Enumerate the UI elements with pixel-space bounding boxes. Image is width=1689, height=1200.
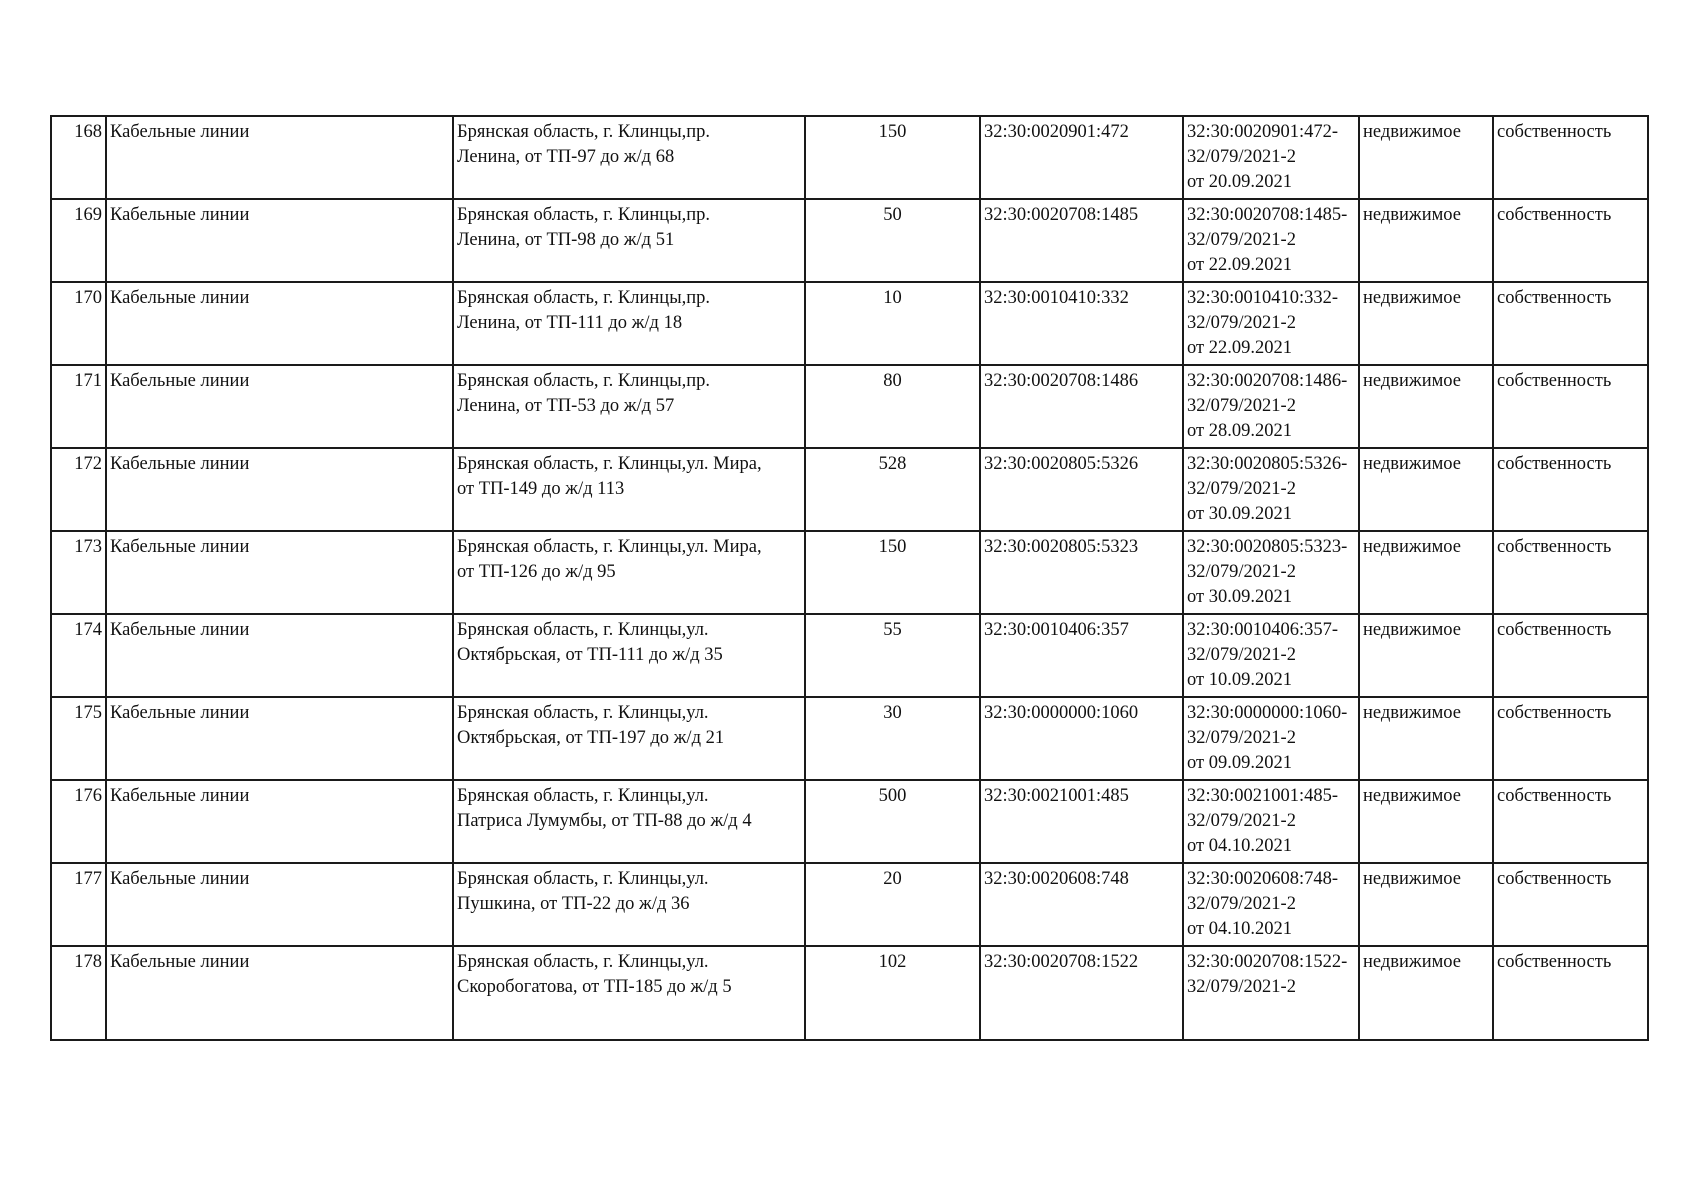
cadastral-number-cell	[980, 614, 1183, 697]
cadastral-number-cell	[980, 780, 1183, 863]
cadastral-number-cell	[980, 199, 1183, 282]
property-type-text: недвижимое	[1363, 537, 1461, 557]
address-text: Брянская область, г. Клинцы,ул.	[457, 952, 709, 972]
address-text: Ленина, от ТП-111 до ж/д 18	[457, 313, 683, 333]
length-cell	[805, 448, 980, 531]
property-type-text: недвижимое	[1363, 454, 1461, 474]
registration-record-text: от 20.09.2021	[1187, 172, 1292, 192]
table-row	[51, 282, 1648, 365]
object-name-cell	[106, 282, 453, 365]
table-body	[51, 116, 1648, 1040]
address-cell	[453, 282, 805, 365]
length-text: 55	[883, 620, 902, 640]
object-name-text: Кабельные линии	[110, 371, 250, 391]
address-text: Брянская область, г. Клинцы,пр.	[457, 288, 711, 308]
cadastral-number-text: 32:30:0020608:748	[984, 869, 1129, 889]
property-type-text: недвижимое	[1363, 952, 1461, 972]
object-name-cell	[106, 531, 453, 614]
cadastral-number-cell	[980, 863, 1183, 946]
registration-record-text: от 30.09.2021	[1187, 587, 1292, 607]
registration-record-cell	[1183, 282, 1359, 365]
cadastral-number-cell	[980, 697, 1183, 780]
property-type-cell	[1359, 780, 1493, 863]
registration-record-text: 32/079/2021-2	[1187, 811, 1296, 831]
address-text: Октябрьская, от ТП-111 до ж/д 35	[457, 645, 723, 665]
address-text: Брянская область, г. Клинцы,ул. Мира,	[457, 454, 762, 474]
registration-record-text: 32:30:0020708:1485-	[1187, 205, 1348, 225]
row-number-cell	[51, 697, 106, 780]
table-row	[51, 614, 1648, 697]
object-name-text: Кабельные линии	[110, 703, 250, 723]
address-cell	[453, 116, 805, 199]
registration-record-text: 32:30:0010410:332-	[1187, 288, 1339, 308]
property-type-cell	[1359, 199, 1493, 282]
property-type-cell	[1359, 282, 1493, 365]
registration-record-text: 32:30:0021001:485-	[1187, 786, 1339, 806]
property-type-cell	[1359, 697, 1493, 780]
property-type-text: недвижимое	[1363, 786, 1461, 806]
cadastral-number-cell	[980, 448, 1183, 531]
object-name-text: Кабельные линии	[110, 869, 250, 889]
property-type-text: недвижимое	[1363, 620, 1461, 640]
object-name-cell	[106, 365, 453, 448]
ownership-right-cell	[1493, 199, 1648, 282]
property-type-cell	[1359, 365, 1493, 448]
registration-record-text: 32/079/2021-2	[1187, 396, 1296, 416]
address-text: Брянская область, г. Клинцы,ул. Мира,	[457, 537, 762, 557]
registration-record-text: 32:30:0020805:5323-	[1187, 537, 1348, 557]
ownership-right-text: собственность	[1497, 869, 1612, 889]
cadastral-number-text: 32:30:0000000:1060	[984, 703, 1139, 723]
length-text: 102	[878, 952, 907, 972]
registration-record-text: 32:30:0020708:1486-	[1187, 371, 1348, 391]
ownership-right-cell	[1493, 531, 1648, 614]
property-type-text: недвижимое	[1363, 205, 1461, 225]
row-number-text: 170	[74, 288, 102, 308]
length-cell	[805, 531, 980, 614]
object-name-cell	[106, 946, 453, 1040]
row-number-text: 178	[74, 952, 102, 972]
property-type-cell	[1359, 614, 1493, 697]
object-name-text: Кабельные линии	[110, 952, 250, 972]
registration-record-text: от 10.09.2021	[1187, 670, 1292, 690]
registration-record-text: от 30.09.2021	[1187, 504, 1292, 524]
ownership-right-text: собственность	[1497, 786, 1612, 806]
length-cell	[805, 697, 980, 780]
ownership-right-cell	[1493, 282, 1648, 365]
table-row	[51, 863, 1648, 946]
table-row	[51, 780, 1648, 863]
ownership-right-text: собственность	[1497, 371, 1612, 391]
row-number-cell	[51, 863, 106, 946]
object-name-cell	[106, 614, 453, 697]
ownership-right-cell	[1493, 116, 1648, 199]
length-cell	[805, 365, 980, 448]
object-name-text: Кабельные линии	[110, 454, 250, 474]
row-number-text: 176	[74, 786, 102, 806]
property-type-text: недвижимое	[1363, 371, 1461, 391]
registration-record-text: 32:30:0020805:5326-	[1187, 454, 1348, 474]
cadastral-number-text: 32:30:0020708:1486	[984, 371, 1139, 391]
object-name-text: Кабельные линии	[110, 786, 250, 806]
address-cell	[453, 365, 805, 448]
ownership-right-cell	[1493, 697, 1648, 780]
registration-record-text: 32/079/2021-2	[1187, 977, 1296, 997]
cadastral-number-text: 32:30:0010406:357	[984, 620, 1129, 640]
table-row	[51, 531, 1648, 614]
length-text: 528	[878, 454, 907, 474]
address-cell	[453, 697, 805, 780]
cadastral-number-text: 32:30:0010410:332	[984, 288, 1129, 308]
address-text: Октябрьская, от ТП-197 до ж/д 21	[457, 728, 725, 748]
registration-record-cell	[1183, 614, 1359, 697]
address-cell	[453, 531, 805, 614]
ownership-right-text: собственность	[1497, 205, 1612, 225]
registration-record-text: от 04.10.2021	[1187, 836, 1292, 856]
registration-record-cell	[1183, 780, 1359, 863]
row-number-text: 169	[74, 205, 102, 225]
table-row	[51, 946, 1648, 1040]
address-cell	[453, 780, 805, 863]
registration-record-text: 32:30:0020608:748-	[1187, 869, 1339, 889]
table-row	[51, 116, 1648, 199]
ownership-right-text: собственность	[1497, 288, 1612, 308]
registration-record-text: 32/079/2021-2	[1187, 147, 1296, 167]
row-number-text: 171	[74, 371, 102, 391]
length-cell	[805, 282, 980, 365]
cadastral-number-cell	[980, 282, 1183, 365]
length-text: 80	[883, 371, 902, 391]
object-name-text: Кабельные линии	[110, 122, 250, 142]
registration-record-cell	[1183, 116, 1359, 199]
object-name-cell	[106, 116, 453, 199]
ownership-right-text: собственность	[1497, 703, 1612, 723]
table-row	[51, 199, 1648, 282]
registration-record-text: 32/079/2021-2	[1187, 313, 1296, 333]
row-number-cell	[51, 946, 106, 1040]
row-number-cell	[51, 116, 106, 199]
address-text: Брянская область, г. Клинцы,ул.	[457, 620, 709, 640]
ownership-right-cell	[1493, 946, 1648, 1040]
address-cell	[453, 199, 805, 282]
length-text: 20	[883, 869, 902, 889]
ownership-right-cell	[1493, 614, 1648, 697]
ownership-right-text: собственность	[1497, 620, 1612, 640]
registration-record-text: от 04.10.2021	[1187, 919, 1292, 939]
registration-record-text: 32/079/2021-2	[1187, 562, 1296, 582]
object-name-cell	[106, 697, 453, 780]
row-number-cell	[51, 780, 106, 863]
cadastral-number-text: 32:30:0020805:5326	[984, 454, 1139, 474]
address-text: от ТП-149 до ж/д 113	[457, 479, 625, 499]
cadastral-number-cell	[980, 946, 1183, 1040]
length-text: 150	[878, 122, 907, 142]
registration-record-text: от 22.09.2021	[1187, 255, 1292, 275]
object-name-cell	[106, 863, 453, 946]
address-text: Ленина, от ТП-97 до ж/д 68	[457, 147, 675, 167]
table-row	[51, 365, 1648, 448]
property-type-cell	[1359, 946, 1493, 1040]
cadastral-number-cell	[980, 531, 1183, 614]
address-text: Брянская область, г. Клинцы,ул.	[457, 786, 709, 806]
property-type-text: недвижимое	[1363, 869, 1461, 889]
address-text: Брянская область, г. Клинцы,пр.	[457, 205, 711, 225]
registration-record-text: 32/079/2021-2	[1187, 645, 1296, 665]
cadastral-number-cell	[980, 116, 1183, 199]
length-text: 150	[878, 537, 907, 557]
registration-record-cell	[1183, 448, 1359, 531]
cadastral-number-text: 32:30:0020805:5323	[984, 537, 1139, 557]
table-row	[51, 448, 1648, 531]
address-cell	[453, 863, 805, 946]
object-name-text: Кабельные линии	[110, 620, 250, 640]
row-number-cell	[51, 614, 106, 697]
cadastral-number-text: 32:30:0020901:472	[984, 122, 1129, 142]
registration-record-cell	[1183, 365, 1359, 448]
row-number-cell	[51, 199, 106, 282]
row-number-cell	[51, 365, 106, 448]
registration-record-text: 32/079/2021-2	[1187, 230, 1296, 250]
length-text: 500	[878, 786, 907, 806]
property-type-cell	[1359, 116, 1493, 199]
registration-record-cell	[1183, 199, 1359, 282]
length-cell	[805, 614, 980, 697]
registration-record-cell	[1183, 863, 1359, 946]
object-name-cell	[106, 448, 453, 531]
property-type-cell	[1359, 448, 1493, 531]
row-number-cell	[51, 282, 106, 365]
row-number-cell	[51, 531, 106, 614]
object-name-text: Кабельные линии	[110, 205, 250, 225]
length-cell	[805, 780, 980, 863]
registration-record-text: 32:30:0020901:472-	[1187, 122, 1339, 142]
row-number-text: 174	[74, 620, 102, 640]
registration-record-cell	[1183, 946, 1359, 1040]
registration-record-cell	[1183, 697, 1359, 780]
registration-record-text: 32:30:0010406:357-	[1187, 620, 1339, 640]
registration-record-text: 32/079/2021-2	[1187, 479, 1296, 499]
ownership-right-text: собственность	[1497, 952, 1612, 972]
length-cell	[805, 863, 980, 946]
ownership-right-text: собственность	[1497, 537, 1612, 557]
property-type-text: недвижимое	[1363, 288, 1461, 308]
address-text: Брянская область, г. Клинцы,ул.	[457, 869, 709, 889]
row-number-text: 168	[74, 122, 102, 142]
ownership-right-text: собственность	[1497, 122, 1612, 142]
property-type-text: недвижимое	[1363, 122, 1461, 142]
cadastral-number-text: 32:30:0020708:1522	[984, 952, 1139, 972]
row-number-text: 173	[74, 537, 102, 557]
ownership-right-cell	[1493, 448, 1648, 531]
registration-record-text: 32/079/2021-2	[1187, 728, 1296, 748]
address-text: Пушкина, от ТП-22 до ж/д 36	[457, 894, 690, 914]
length-text: 50	[883, 205, 902, 225]
object-name-cell	[106, 199, 453, 282]
property-type-cell	[1359, 531, 1493, 614]
property-type-cell	[1359, 863, 1493, 946]
registration-record-cell	[1183, 531, 1359, 614]
address-text: от ТП-126 до ж/д 95	[457, 562, 616, 582]
length-text: 30	[883, 703, 902, 723]
address-text: Скоробогатова, от ТП-185 до ж/д 5	[457, 977, 732, 997]
object-name-cell	[106, 780, 453, 863]
registration-record-text: 32:30:0000000:1060-	[1187, 703, 1348, 723]
cadastral-number-text: 32:30:0020708:1485	[984, 205, 1139, 225]
table-row	[51, 697, 1648, 780]
address-cell	[453, 614, 805, 697]
cadastral-number-text: 32:30:0021001:485	[984, 786, 1129, 806]
object-name-text: Кабельные линии	[110, 537, 250, 557]
address-text: Брянская область, г. Клинцы,ул.	[457, 703, 709, 723]
row-number-text: 177	[74, 869, 102, 889]
length-cell	[805, 946, 980, 1040]
registration-record-text: 32:30:0020708:1522-	[1187, 952, 1348, 972]
address-text: Ленина, от ТП-98 до ж/д 51	[457, 230, 675, 250]
registration-record-text: от 09.09.2021	[1187, 753, 1292, 773]
ownership-right-text: собственность	[1497, 454, 1612, 474]
ownership-right-cell	[1493, 780, 1648, 863]
registration-record-text: от 22.09.2021	[1187, 338, 1292, 358]
cadastral-number-cell	[980, 365, 1183, 448]
registration-record-text: 32/079/2021-2	[1187, 894, 1296, 914]
address-text: Брянская область, г. Клинцы,пр.	[457, 371, 711, 391]
address-cell	[453, 448, 805, 531]
ownership-right-cell	[1493, 365, 1648, 448]
address-text: Патриса Лумумбы, от ТП-88 до ж/д 4	[457, 811, 752, 831]
address-text: Брянская область, г. Клинцы,пр.	[457, 122, 711, 142]
row-number-cell	[51, 448, 106, 531]
property-type-text: недвижимое	[1363, 703, 1461, 723]
property-registry-table	[50, 115, 1649, 1041]
address-cell	[453, 946, 805, 1040]
length-cell	[805, 199, 980, 282]
ownership-right-cell	[1493, 863, 1648, 946]
length-cell	[805, 116, 980, 199]
object-name-text: Кабельные линии	[110, 288, 250, 308]
row-number-text: 172	[74, 454, 102, 474]
registration-record-text: от 28.09.2021	[1187, 421, 1292, 441]
row-number-text: 175	[74, 703, 102, 723]
address-text: Ленина, от ТП-53 до ж/д 57	[457, 396, 675, 416]
length-text: 10	[883, 288, 902, 308]
